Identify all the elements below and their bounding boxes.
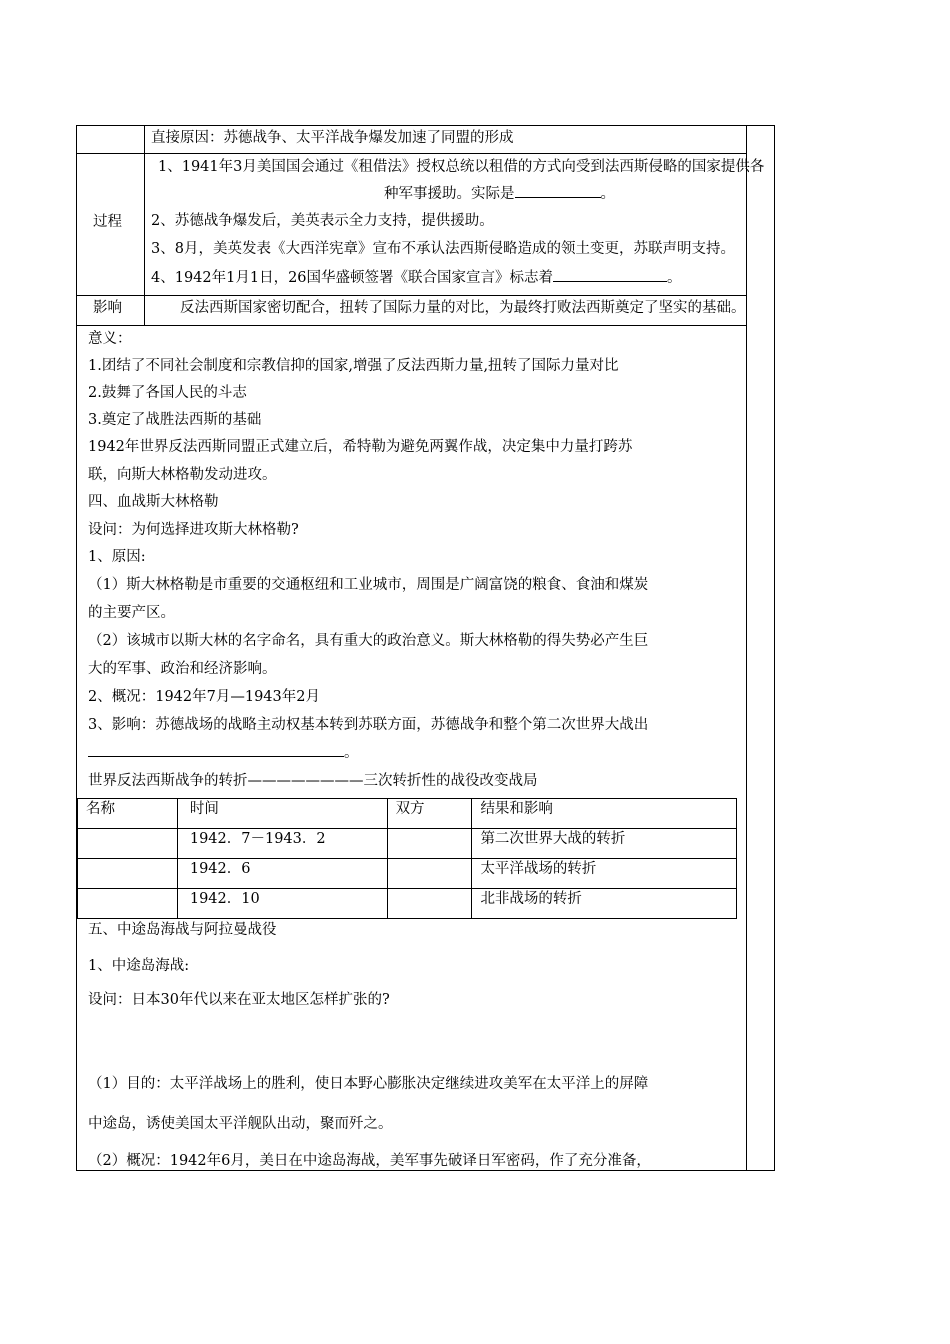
turning-title: 世界反法西斯战争的转折————————三次转折性的战役改变战局 [88,773,538,789]
table-cell: 太平洋战场的转折 [472,859,737,889]
body-line: 3、影响：苏德战场的战略主动权基本转到苏联方面，苏德战争和整个第二次世界大战出 [88,717,649,733]
header-cell: 结果和影响 [472,799,737,829]
header-cell: 时间 [177,799,387,829]
impact-label: 影响 [93,300,122,316]
body-line: 大的军事、政治和经济影响。 [88,661,277,677]
table-cell[interactable] [78,829,178,859]
body-line: （1）目的：太平洋战场上的胜利，使日本野心膨胀决定继续进攻美军在太平洋上的屏障 [88,1076,649,1092]
process-line-3: 2、苏德战争爆发后，美英表示全力支持，提供援助。 [151,213,494,229]
battles-table [77,798,737,919]
table-cell[interactable] [78,889,178,919]
body-line: 设问：为何选择进攻斯大林格勒? [88,522,299,538]
process-line-1: 1、1941年3月美国国会通过《租借法》授权总统以租借的方式向受到法西斯侵略的国家提供各 [158,159,765,175]
fill-blank[interactable] [515,183,601,198]
body-line: 1942年世界反法西斯同盟正式建立后，希特勒为避免两翼作战，决定集中力量打跨苏 [88,439,633,455]
table-cell: 第二次世界大战的转折 [472,829,737,859]
body-line-blank: 。 [88,742,359,763]
body-line: 2.鼓舞了各国人民的斗志 [88,385,247,401]
body-line: （2）概况：1942年6月，美日在中途岛海战，美军事先破译日军密码，作了充分准备， [88,1153,651,1169]
body-line: 3.奠定了战胜法西斯的基础 [88,412,262,428]
body-line: 联，向斯大林格勒发动进攻。 [88,467,277,483]
body-line: 的主要产区。 [88,605,175,621]
body-line: 1、原因: [88,549,146,565]
table-cell[interactable] [387,829,472,859]
header-cell: 名称 [78,799,178,829]
process-line-2: 种军事援助。实际是 。 [384,183,615,204]
table-cell: 1942．7－1943．2 [177,829,387,859]
fill-blank[interactable] [553,267,667,282]
table-cell[interactable] [387,859,472,889]
table-row [78,859,737,889]
table-cell: 1942．6 [177,859,387,889]
process-line-4: 3、8月，美英发表《大西洋宪章》宣布不承认法西斯侵略造成的领土变更，苏联声明支持。 [151,241,735,257]
row-divider [76,295,747,296]
table-cell[interactable] [78,859,178,889]
table-cell: 北非战场的转折 [472,889,737,919]
body-line: 设问：日本30年代以来在亚太地区怎样扩张的? [88,992,390,1008]
table-header-row [78,799,737,829]
inner-right-border [746,125,747,1171]
body-line: （1）斯大林格勒是市重要的交通枢纽和工业城市，周围是广阔富饶的粮食、食油和煤炭 [88,577,649,593]
fill-blank[interactable] [88,742,344,757]
body-line: 1、中途岛海战: [88,958,190,974]
header-cell: 双方 [387,799,472,829]
table-row [78,829,737,859]
row-divider [76,325,747,326]
section-heading: 五、中途岛海战与阿拉曼战役 [88,922,277,938]
body-line: 中途岛，诱使美国太平洋舰队出动，聚而歼之。 [88,1116,393,1132]
table-row [78,889,737,919]
body-line: （2）该城市以斯大林的名字命名，具有重大的政治意义。斯大林格勒的得失势必产生巨 [88,633,649,649]
body-line: 2、概况：1942年7月—1943年2月 [88,689,320,705]
process-label: 过程 [93,214,122,230]
impact-text: 反法西斯国家密切配合，扭转了国际力量的对比，为最终打败法西斯奠定了坚实的基础。 [180,300,746,316]
label-column-divider [144,125,145,325]
table-cell: 1942．10 [177,889,387,919]
table-cell[interactable] [387,889,472,919]
cause-text: 直接原因：苏德战争、太平洋战争爆发加速了同盟的形成 [151,130,514,146]
process-line-5: 4、1942年1月1日，26国华盛顿签署《联合国家宣言》标志着 。 [151,267,682,288]
row-divider [76,153,747,154]
body-line: 意义： [88,331,132,347]
body-line: 1.团结了不同社会制度和宗教信抑的国家,增强了反法西斯力量,扭转了国际力量对比 [88,358,619,374]
section-heading: 四、血战斯大林格勒 [88,494,219,510]
